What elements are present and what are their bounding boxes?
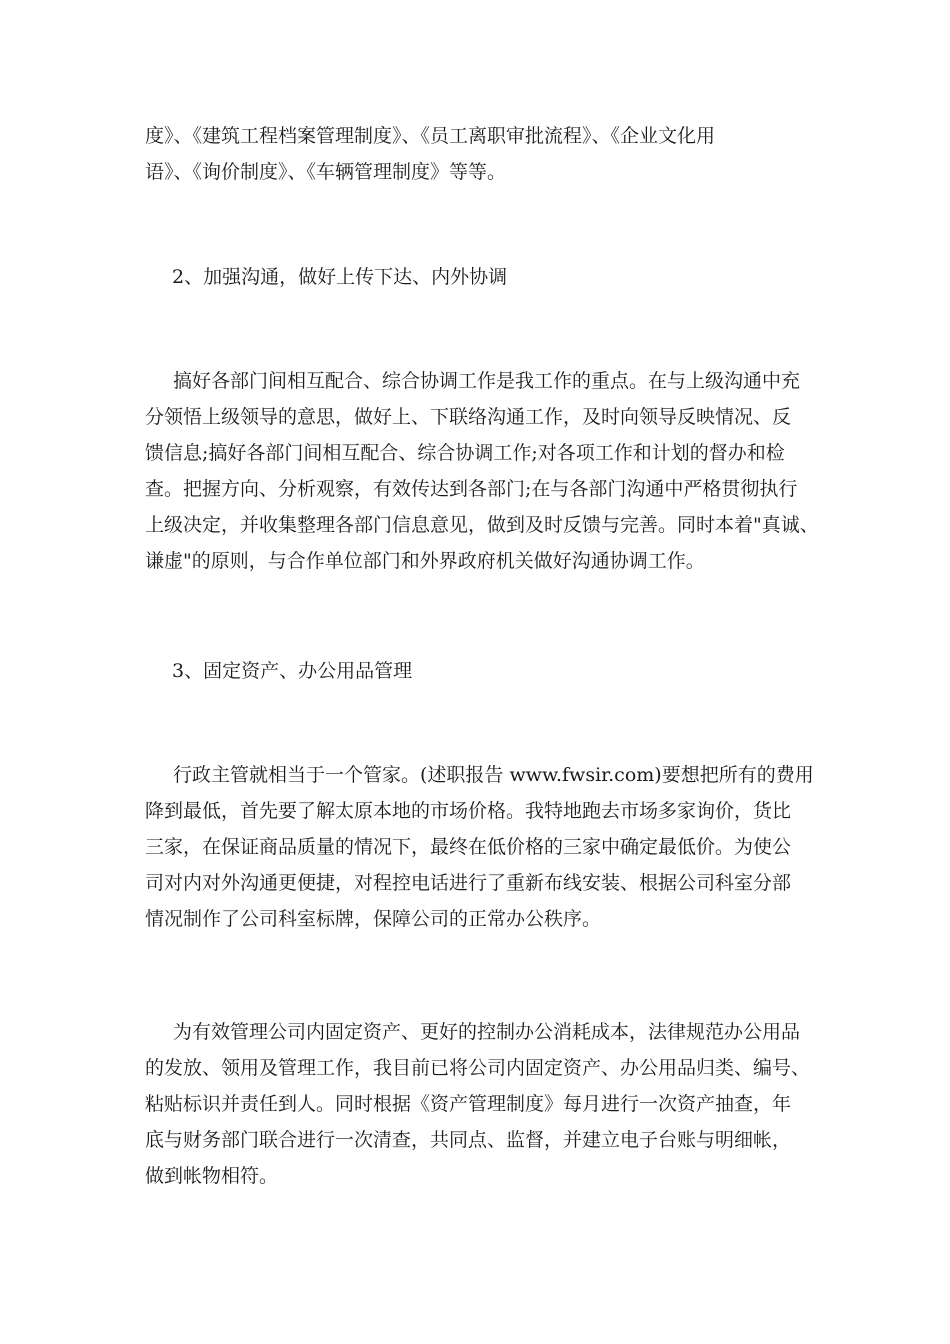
text-line: 的发放、领用及管理工作，我目前已将公司内固定资产、办公用品归类、编号、 <box>145 1057 811 1079</box>
paragraph-housekeeping <box>145 757 815 937</box>
section-heading-assets: 3、固定资产、办公用品管理 <box>172 660 413 682</box>
text-line: 粘贴标识并责任到人。同时根据《资产管理制度》每月进行一次资产抽查，年 <box>145 1093 792 1115</box>
text-line: 底与财务部门联合进行一次清查，共同点、监督，并建立电子台账与明细帐， <box>145 1129 792 1151</box>
text-line: 谦虚"的原则，与合作单位部门和外界政府机关做好沟通协调工作。 <box>145 550 705 572</box>
text-line: 三家，在保证商品质量的情况下，最终在低价格的三家中确定最低价。为使公 <box>145 836 792 858</box>
text-line: 上级决定，并收集整理各部门信息意见，做到及时反馈与完善。同时本着"真诚、 <box>145 514 819 536</box>
text-line: 馈信息;搞好各部门间相互配合、综合协调工作;对各项工作和计划的督办和检 <box>145 442 785 464</box>
text-line: 为有效管理公司内固定资产、更好的控制办公消耗成本，法律规范办公用品 <box>173 1021 801 1043</box>
paragraph-asset-management <box>145 1014 815 1194</box>
text-line: 查。把握方向、分析观察，有效传达到各部门;在与各部门沟通中严格贯彻执行 <box>145 478 798 500</box>
text-line: 降到最低，首先要了解太原本地的市场价格。我特地跑去市场多家询价，货比 <box>145 800 792 822</box>
text-line: 情况制作了公司科室标牌，保障公司的正常办公秩序。 <box>145 908 602 930</box>
text-line: 行政主管就相当于一个管家。(述职报告 www.fwsir.com)要想把所有的费用 <box>173 764 814 786</box>
text-line: 分领悟上级领导的意思，做好上、下联络沟通工作，及时向领导反映情况、反 <box>145 406 792 428</box>
text-line: 做到帐物相符。 <box>145 1165 279 1187</box>
section-heading-communication: 2、加强沟通，做好上传下达、内外协调 <box>172 266 508 288</box>
text-line: 语》、《询价制度》、《车辆管理制度》等等。 <box>145 161 507 183</box>
paragraph-communication <box>145 363 819 579</box>
text-line: 搞好各部门间相互配合、综合协调工作是我工作的重点。在与上级沟通中充 <box>173 370 801 392</box>
text-line: 度》、《建筑工程档案管理制度》、《员工离职审批流程》、《企业文化用 <box>145 125 716 147</box>
paragraph-regulations-list <box>145 118 815 190</box>
text-line: 司对内对外沟通更便捷，对程控电话进行了重新布线安装、根据公司科室分部 <box>145 872 792 894</box>
